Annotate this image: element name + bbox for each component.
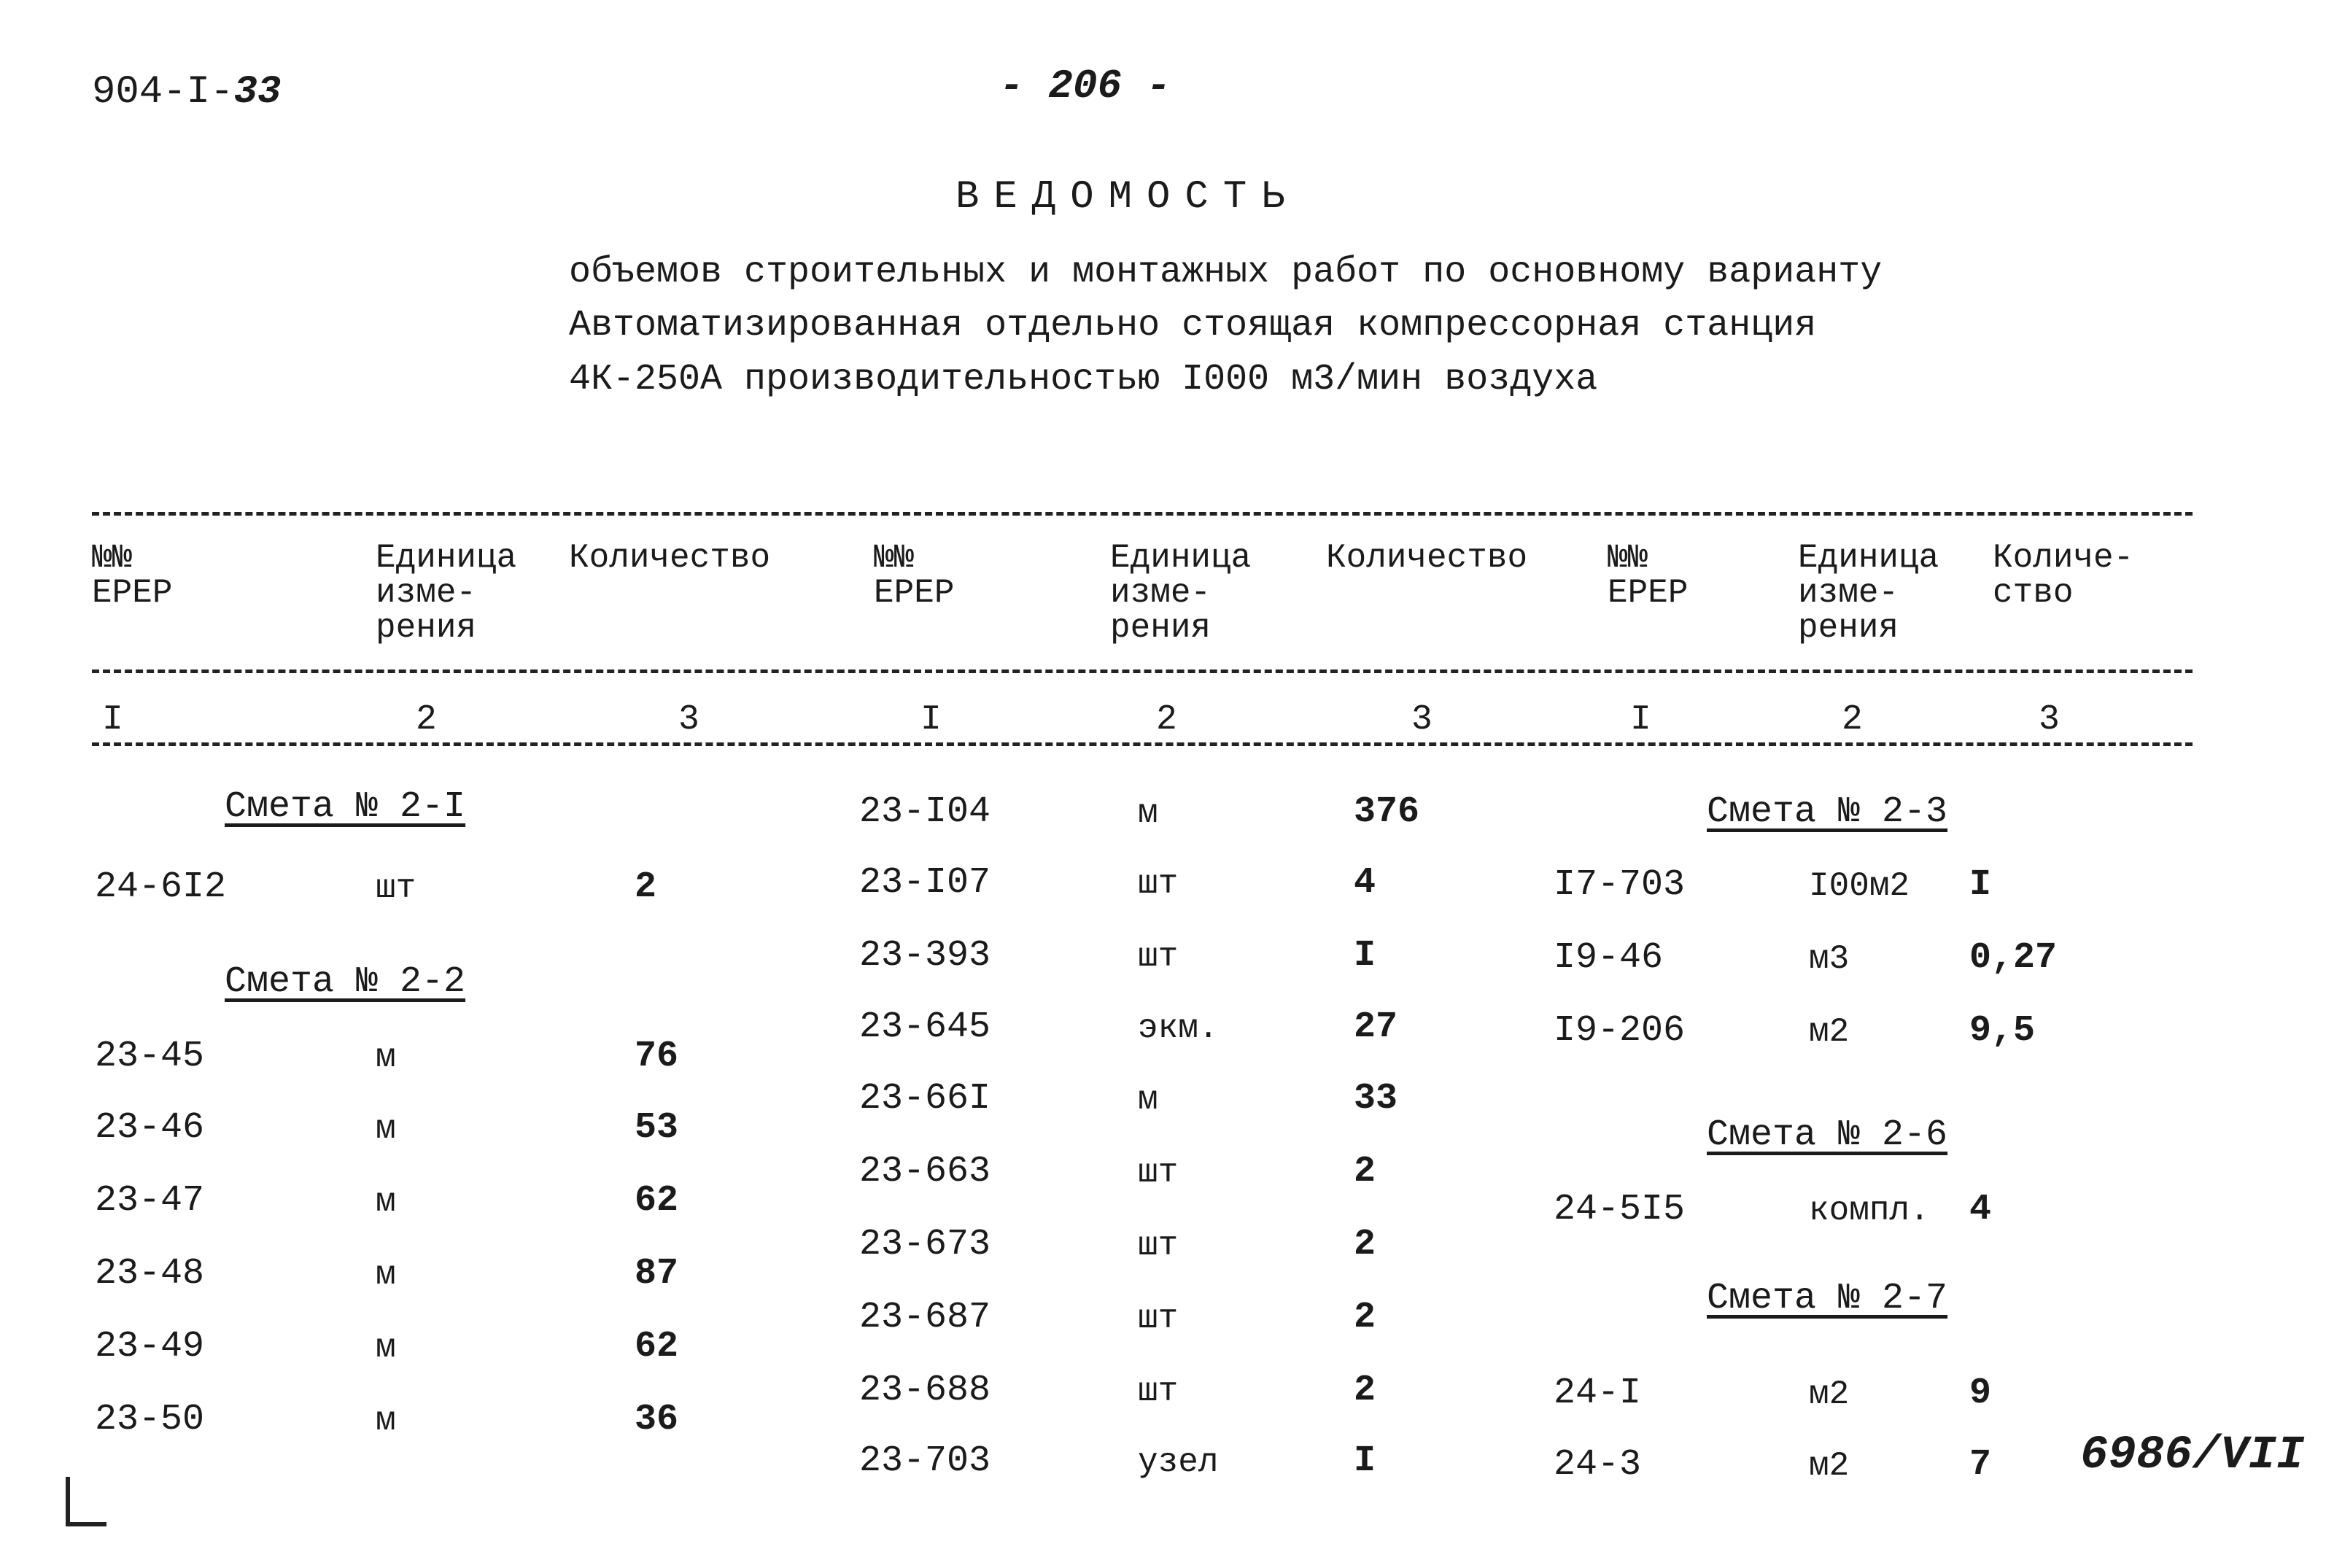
quantity-cell: 2 (635, 866, 657, 908)
estimate-section-header: Смета № 2-I (225, 786, 466, 828)
column-header-line3: рения (1798, 609, 1899, 647)
epep-code-cell: 23-46 (95, 1107, 205, 1149)
document-title: ВЕДОМОСТЬ (955, 175, 1300, 220)
quantity-cell: 2 (1354, 1224, 1376, 1265)
column-header-line2: изме- (1110, 574, 1212, 612)
unit-cell: шт (1138, 938, 1179, 976)
epep-code-cell: 23-663 (859, 1151, 991, 1192)
unit-cell: шт (1138, 865, 1179, 903)
epep-code-cell: I9-206 (1554, 1010, 1686, 1052)
quantity-cell: 33 (1354, 1078, 1398, 1119)
quantity-cell: I (1969, 864, 1992, 906)
unit-cell: компл. (1809, 1192, 1930, 1230)
quantity-cell: 9,5 (1969, 1010, 2036, 1052)
column-header-line2: изме- (376, 574, 477, 612)
unit-cell: м (376, 1183, 396, 1221)
column-number-divider (92, 742, 2193, 746)
epep-code-cell: 24-5I5 (1554, 1189, 1686, 1230)
table-top-divider (92, 512, 2193, 516)
epep-code-cell: 23-I04 (859, 791, 991, 833)
unit-cell: узел (1138, 1443, 1219, 1481)
epep-code-cell: 23-673 (859, 1224, 991, 1265)
doc-code-prefix: 904-I- (92, 70, 234, 115)
page-number: - 206 - (999, 63, 1171, 109)
quantity-cell: 53 (635, 1107, 679, 1149)
column-header-line2: изме- (1798, 574, 1899, 612)
unit-cell: шт (376, 869, 416, 907)
unit-cell: м (1138, 794, 1158, 832)
corner-mark (66, 1477, 106, 1526)
unit-cell: I00м2 (1809, 867, 1910, 905)
column-number: 2 (1842, 700, 1863, 740)
column-header-line2: ЕРЕР (92, 574, 173, 612)
column-header-line1: Количе- (1993, 539, 2134, 577)
epep-code-cell: 23-48 (95, 1253, 205, 1295)
epep-code-cell: 23-49 (95, 1326, 205, 1367)
quantity-cell: 9 (1969, 1373, 1992, 1414)
unit-cell: шт (1138, 1300, 1179, 1338)
epep-code-cell: 23-703 (859, 1440, 991, 1482)
quantity-cell: 2 (1354, 1151, 1376, 1192)
epep-code-cell: 23-47 (95, 1180, 205, 1222)
epep-code-cell: 24-3 (1554, 1444, 1642, 1486)
estimate-section-header: Смета № 2-3 (1707, 791, 1948, 833)
quantity-cell: 2 (1354, 1370, 1376, 1411)
quantity-cell: 376 (1354, 791, 1420, 833)
column-number: 3 (1411, 700, 1433, 740)
epep-code-cell: 23-645 (859, 1006, 991, 1048)
column-header-line1: №№ (874, 539, 915, 577)
column-number: I (920, 700, 942, 740)
epep-code-cell: 23-50 (95, 1399, 205, 1440)
column-number: I (1630, 700, 1651, 740)
unit-cell: экм. (1138, 1009, 1219, 1047)
column-header-line1: Единица (1798, 539, 1939, 577)
epep-code-cell: 24-6I2 (95, 866, 227, 908)
column-header-line2: ство (1993, 574, 2074, 612)
unit-cell: м (1138, 1081, 1158, 1119)
epep-code-cell: 23-I07 (859, 862, 991, 904)
quantity-cell: I (1354, 935, 1376, 977)
column-number: 3 (678, 700, 699, 740)
column-header-line1: Единица (376, 539, 517, 577)
quantity-cell: 2 (1354, 1297, 1376, 1338)
unit-cell: м (376, 1039, 396, 1076)
column-header-line2: ЕРЕР (874, 574, 955, 612)
column-header-line2: ЕРЕР (1608, 574, 1689, 612)
archive-stamp: 6986/VII (2080, 1429, 2305, 1482)
estimate-section-header: Смета № 2-7 (1707, 1278, 1948, 1319)
quantity-cell: 36 (635, 1399, 679, 1440)
column-header-line1: Количество (569, 539, 771, 577)
epep-code-cell: I9-46 (1554, 937, 1664, 979)
column-number: I (102, 700, 123, 740)
column-header-line1: №№ (92, 539, 133, 577)
epep-code-cell: 24-I (1554, 1373, 1642, 1414)
unit-cell: м (376, 1110, 396, 1148)
unit-cell: м (376, 1256, 396, 1294)
quantity-cell: I (1354, 1440, 1376, 1482)
column-number: 2 (416, 700, 437, 740)
quantity-cell: 4 (1354, 862, 1376, 904)
table-header-divider (92, 669, 2193, 673)
epep-code-cell: 23-66I (859, 1078, 991, 1119)
unit-cell: шт (1138, 1227, 1179, 1265)
estimate-section-header: Смета № 2-6 (1707, 1114, 1948, 1156)
estimate-section-header: Смета № 2-2 (225, 961, 466, 1003)
column-header-line3: рения (376, 609, 477, 647)
quantity-cell: 7 (1969, 1444, 1992, 1486)
unit-cell: м (376, 1402, 396, 1440)
quantity-cell: 4 (1969, 1189, 1992, 1230)
epep-code-cell: 23-393 (859, 935, 991, 977)
unit-cell: м3 (1809, 940, 1850, 978)
unit-cell: м2 (1809, 1447, 1850, 1485)
unit-cell: шт (1138, 1154, 1179, 1192)
unit-cell: шт (1138, 1373, 1179, 1410)
subtitle-line-2: Автоматизированная отдельно стоящая компрессорная станция (569, 305, 1817, 346)
subtitle-line-3: 4К-250А производительностью I000 м3/мин воздуха (569, 359, 1598, 400)
quantity-cell: 62 (635, 1180, 679, 1222)
unit-cell: м (376, 1329, 396, 1367)
column-header-line1: Единица (1110, 539, 1252, 577)
epep-code-cell: 23-45 (95, 1036, 205, 1077)
column-header-line1: №№ (1608, 539, 1648, 577)
unit-cell: м2 (1809, 1375, 1850, 1413)
quantity-cell: 87 (635, 1253, 679, 1295)
unit-cell: м2 (1809, 1013, 1850, 1051)
epep-code-cell: I7-703 (1554, 864, 1686, 906)
subtitle-line-1: объемов строительных и монтажных работ по основному варианту (569, 252, 1883, 293)
column-number: 2 (1156, 700, 1177, 740)
column-number: 3 (2039, 700, 2060, 740)
quantity-cell: 27 (1354, 1006, 1398, 1048)
quantity-cell: 76 (635, 1036, 679, 1077)
document-code (92, 70, 281, 115)
column-header-line3: рения (1110, 609, 1212, 647)
epep-code-cell: 23-688 (859, 1370, 991, 1411)
quantity-cell: 0,27 (1969, 937, 2058, 979)
epep-code-cell: 23-687 (859, 1297, 991, 1338)
column-header-line1: Количество (1326, 539, 1528, 577)
doc-code-suffix: 33 (233, 70, 282, 115)
quantity-cell: 62 (635, 1326, 679, 1367)
